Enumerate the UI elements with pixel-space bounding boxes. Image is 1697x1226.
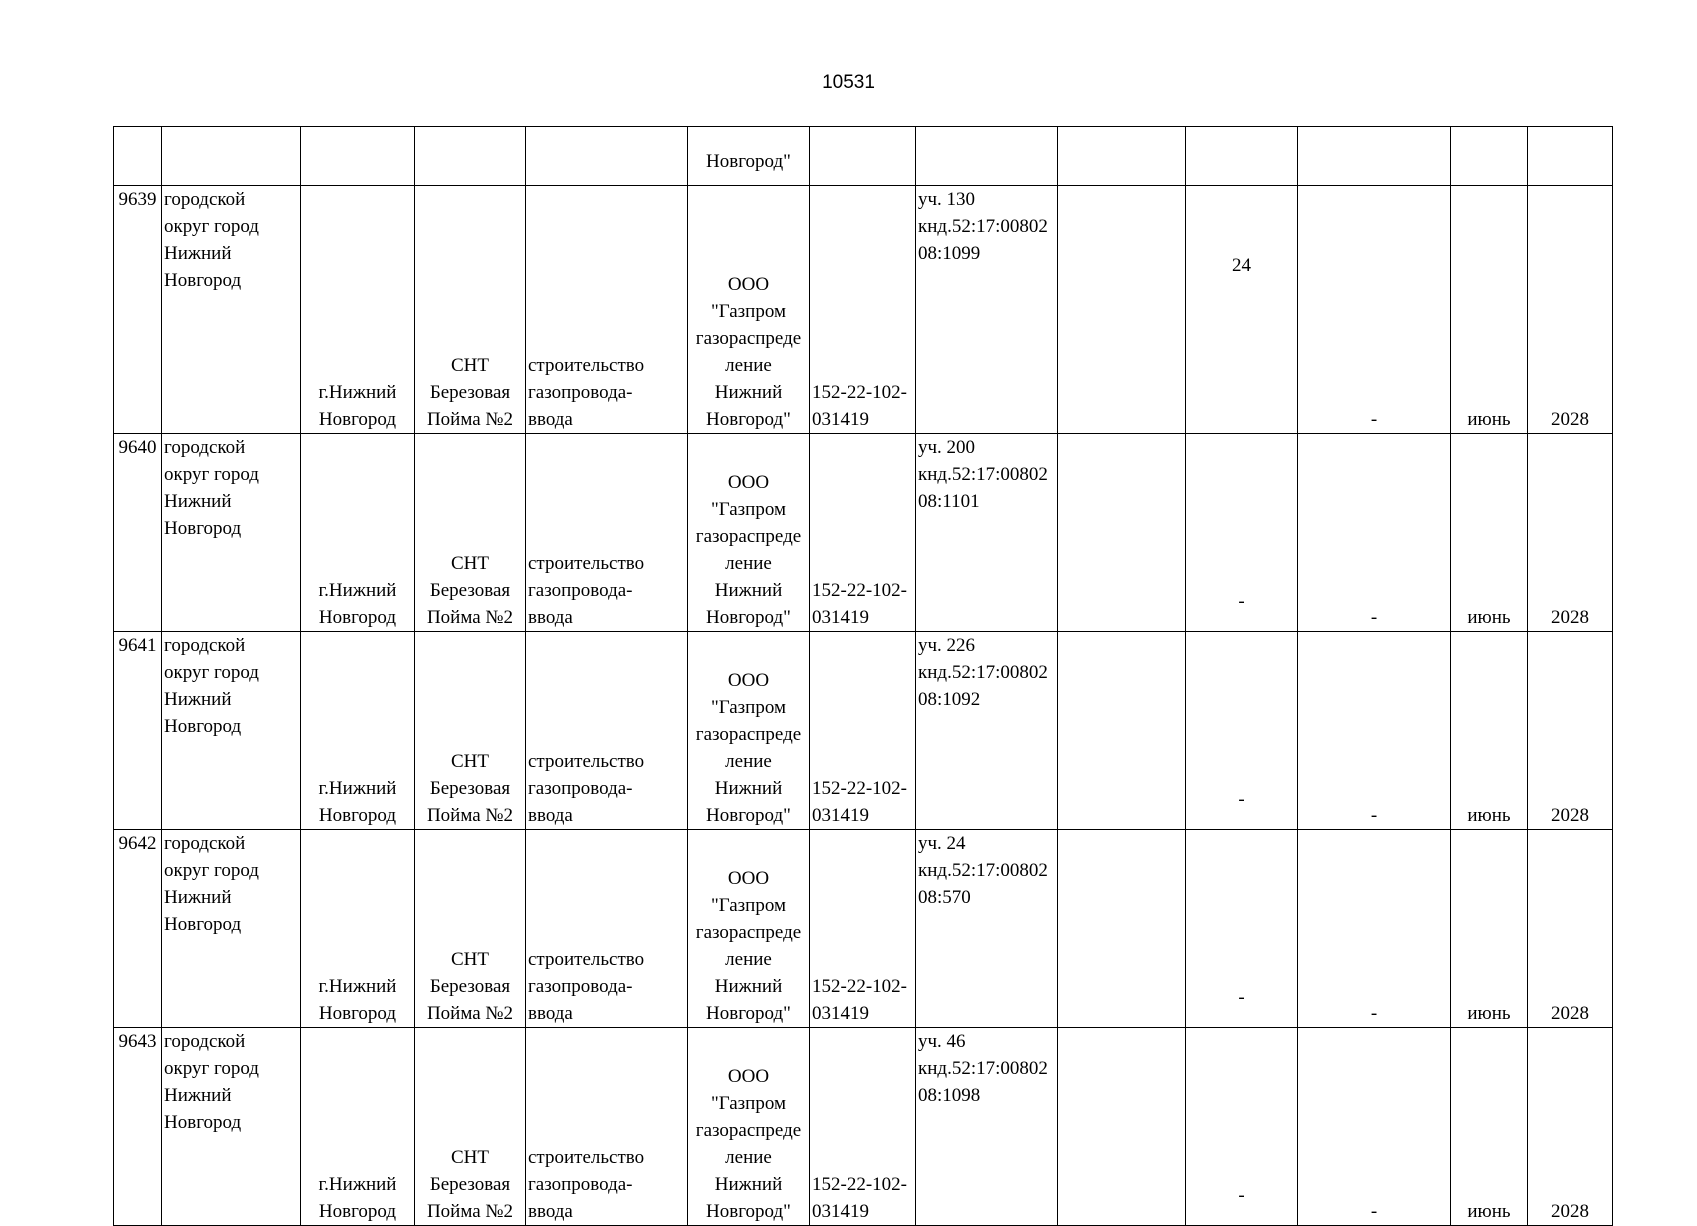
code-cell: 152-22-102- 031419 [810, 186, 916, 434]
cell-empty [1058, 186, 1186, 434]
cell-empty [1451, 127, 1528, 186]
code-cell: 152-22-102- 031419 [810, 632, 916, 830]
district-cell: городской округ город Нижний Новгород [162, 434, 301, 632]
record-number: 9641 [114, 632, 162, 830]
page-number: 10531 [822, 72, 875, 93]
org-continuation: Новгород" [688, 127, 810, 186]
dash-cell: - [1298, 632, 1451, 830]
cell-empty [162, 127, 301, 186]
value-cell: - [1186, 1028, 1298, 1226]
table-row [114, 632, 1613, 830]
city-cell: г.Нижний Новгород [301, 434, 415, 632]
cell-empty [810, 127, 916, 186]
snt-cell: СНТ Березовая Пойма №2 [415, 186, 526, 434]
work-type-cell: строительство газопровода- ввода [526, 830, 688, 1028]
organization-cell: ООО "Газпром газораспреде ление Нижний Новгород" [688, 186, 810, 434]
city-cell: г.Нижний Новгород [301, 632, 415, 830]
plot-cadastral-cell: уч. 46 кнд.52:17:00802 08:1098 [916, 1028, 1058, 1226]
city-cell: г.Нижний Новгород [301, 186, 415, 434]
snt-cell: СНТ Березовая Пойма №2 [415, 830, 526, 1028]
district-cell: городской округ город Нижний Новгород [162, 632, 301, 830]
cell-empty [301, 127, 415, 186]
code-cell: 152-22-102- 031419 [810, 1028, 916, 1226]
work-type-cell: строительство газопровода- ввода [526, 186, 688, 434]
cell-empty [1058, 632, 1186, 830]
table-row [114, 186, 1613, 434]
month-cell: июнь [1451, 434, 1528, 632]
records-table-body [114, 127, 1613, 1226]
value-cell: - [1186, 434, 1298, 632]
dash-cell: - [1298, 830, 1451, 1028]
records-table [113, 126, 1613, 1226]
month-cell: июнь [1451, 186, 1528, 434]
year-cell: 2028 [1528, 632, 1613, 830]
record-number: 9639 [114, 186, 162, 434]
organization-cell: ООО "Газпром газораспреде ление Нижний Новгород" [688, 434, 810, 632]
plot-cadastral-cell: уч. 200 кнд.52:17:00802 08:1101 [916, 434, 1058, 632]
record-number: 9642 [114, 830, 162, 1028]
month-cell: июнь [1451, 830, 1528, 1028]
cell-empty [415, 127, 526, 186]
month-cell: июнь [1451, 1028, 1528, 1226]
organization-cell: ООО "Газпром газораспреде ление Нижний Новгород" [688, 830, 810, 1028]
organization-cell: ООО "Газпром газораспреде ление Нижний Новгород" [688, 632, 810, 830]
cell-empty [1298, 127, 1451, 186]
value-cell: - [1186, 830, 1298, 1028]
year-cell: 2028 [1528, 1028, 1613, 1226]
cell-empty [1058, 1028, 1186, 1226]
year-cell: 2028 [1528, 186, 1613, 434]
city-cell: г.Нижний Новгород [301, 830, 415, 1028]
work-type-cell: строительство газопровода- ввода [526, 632, 688, 830]
snt-cell: СНТ Березовая Пойма №2 [415, 1028, 526, 1226]
city-cell: г.Нижний Новгород [301, 1028, 415, 1226]
dash-cell: - [1298, 434, 1451, 632]
cell-empty [1528, 127, 1613, 186]
cell-empty [526, 127, 688, 186]
district-cell: городской округ город Нижний Новгород [162, 830, 301, 1028]
continuation-row [114, 127, 1613, 186]
cell-empty [1186, 127, 1298, 186]
year-cell: 2028 [1528, 434, 1613, 632]
snt-cell: СНТ Березовая Пойма №2 [415, 434, 526, 632]
snt-cell: СНТ Березовая Пойма №2 [415, 632, 526, 830]
plot-cadastral-cell: уч. 24 кнд.52:17:00802 08:570 [916, 830, 1058, 1028]
work-type-cell: строительство газопровода- ввода [526, 434, 688, 632]
dash-cell: - [1298, 186, 1451, 434]
cell-empty [1058, 434, 1186, 632]
plot-cadastral-cell: уч. 226 кнд.52:17:00802 08:1092 [916, 632, 1058, 830]
cell-empty [1058, 830, 1186, 1028]
value-cell: - [1186, 632, 1298, 830]
cell-empty [114, 127, 162, 186]
month-cell: июнь [1451, 632, 1528, 830]
district-cell: городской округ город Нижний Новгород [162, 1028, 301, 1226]
dash-cell: - [1298, 1028, 1451, 1226]
year-cell: 2028 [1528, 830, 1613, 1028]
plot-cadastral-cell: уч. 130 кнд.52:17:00802 08:1099 [916, 186, 1058, 434]
table-row [114, 1028, 1613, 1226]
district-cell: городской округ город Нижний Новгород [162, 186, 301, 434]
value-cell: 24 [1186, 186, 1298, 434]
table-row [114, 434, 1613, 632]
record-number: 9643 [114, 1028, 162, 1226]
code-cell: 152-22-102- 031419 [810, 830, 916, 1028]
table-row [114, 830, 1613, 1028]
work-type-cell: строительство газопровода- ввода [526, 1028, 688, 1226]
organization-cell: ООО "Газпром газораспреде ление Нижний Новгород" [688, 1028, 810, 1226]
code-cell: 152-22-102- 031419 [810, 434, 916, 632]
record-number: 9640 [114, 434, 162, 632]
cell-empty [916, 127, 1058, 186]
cell-empty [1058, 127, 1186, 186]
